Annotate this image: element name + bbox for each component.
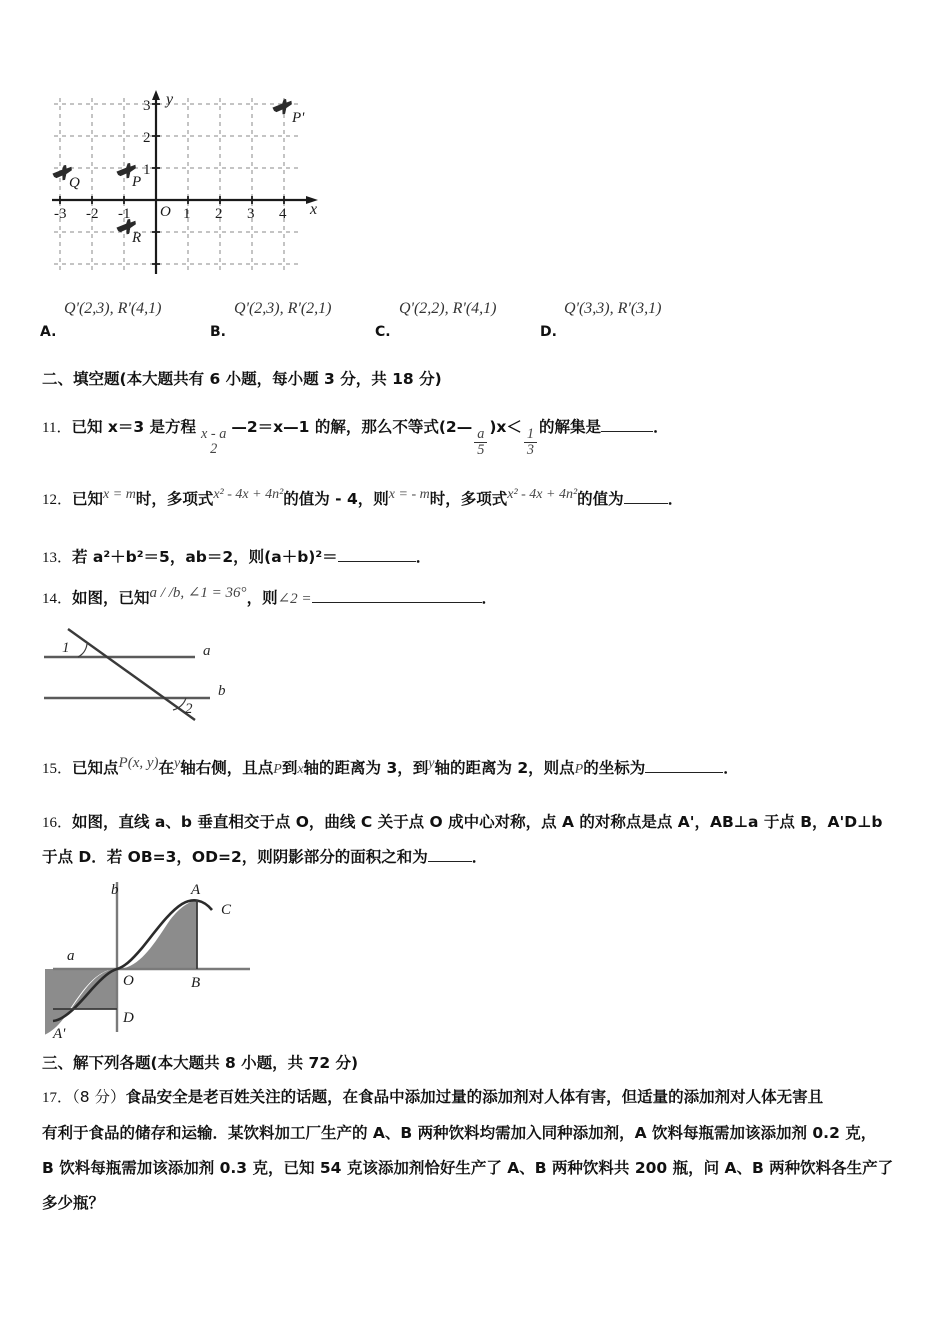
svg-text:P: P — [132, 174, 142, 190]
answer-choices — [40, 300, 920, 342]
q15-math-6: P — [574, 762, 584, 778]
q11-frac2-numerator: a — [477, 426, 485, 443]
q11-fraction-1 — [198, 427, 229, 456]
q11-text-2: —2＝x—1 的解，那么不等式(2— — [231, 418, 473, 436]
q17-line-1 — [42, 1080, 932, 1116]
q15-number: 15． — [42, 761, 73, 778]
q14-math-2: ∠2 = — [277, 591, 312, 608]
svg-text:O: O — [160, 204, 171, 220]
q11-frac3-numerator: 1 — [526, 426, 535, 443]
q17-text-line-3: B 饮料每瓶需加该添加剂 0.3 克，已知 54 克该添加剂恰好生产了 A、B 两种饮料共 200 瓶，问 A、B 两种饮料各生产了 — [42, 1159, 894, 1177]
angle-1-label: 1 — [62, 640, 70, 656]
question-14 — [42, 583, 922, 608]
svg-text:1: 1 — [183, 206, 191, 222]
q11-text-1: 已知 x＝3 是方程 — [71, 418, 197, 436]
central-symmetry-figure — [45, 872, 295, 1040]
q15-math-3: P — [273, 762, 282, 778]
point-a-label: A — [191, 882, 201, 898]
q15-text-4: 到 — [281, 759, 298, 778]
q15-math-1: P(x, y) — [118, 755, 159, 771]
q15-math-5: y — [428, 756, 435, 771]
q17-text-line-2: 有利于食品的储存和运输．某饮料加工厂生产的 A、B 两种饮料均需加入同种添加剂，A 饮料每瓶需加该添加剂 0.2 克， — [42, 1124, 877, 1142]
q16-number: 16． — [42, 815, 73, 831]
q15-text-6: 轴的距离为 2，则点 — [434, 759, 575, 778]
choice-a-expr: Q'(2,3), R'(4,1) — [64, 300, 162, 317]
svg-text:Q: Q — [69, 175, 80, 191]
question-13 — [42, 545, 922, 567]
q11-answer-blank[interactable] — [601, 431, 653, 432]
q12-text-4: 时，多项式 — [429, 490, 508, 509]
q11-frac3-denominator: 3 — [524, 442, 537, 458]
q14-text-1: 如图，已知 — [72, 589, 150, 608]
q15-text-3: 轴右侧，且点 — [180, 759, 274, 778]
question-12 — [42, 487, 932, 509]
q11-frac2-denominator: 5 — [474, 442, 487, 458]
q14-math-1: a / /b, ∠1 = 36° — [149, 585, 247, 601]
line-a-label: a — [203, 643, 211, 659]
q15-period: ． — [723, 759, 739, 778]
choice-a-letter: A. — [40, 324, 57, 340]
choice-c-expr: Q'(2,2), R'(4,1) — [399, 300, 497, 317]
q13-period: ． — [415, 548, 432, 566]
point-o-label: O — [123, 973, 134, 989]
q11-number: 11． — [42, 420, 72, 436]
q11-frac1-numerator: x - a — [201, 426, 227, 443]
q14-period: ． — [481, 589, 498, 608]
svg-text:y: y — [166, 91, 174, 108]
svg-text:2: 2 — [215, 206, 223, 222]
q13-text: 若 a²＋b²＝5，ab＝2，则(a＋b)²＝ — [72, 548, 338, 566]
question-15 — [42, 755, 932, 778]
choice-c-letter: C. — [375, 324, 391, 340]
point-b-label: B — [191, 975, 201, 991]
q15-text-2: 在 — [158, 759, 175, 778]
axis-a-label: a — [67, 948, 75, 964]
q15-text-5: 轴的距离为 3，到 — [303, 759, 429, 778]
question-16 — [42, 805, 932, 875]
svg-text:3: 3 — [143, 98, 151, 114]
svg-text:-2: -2 — [86, 206, 99, 222]
coordinate-grid-svg — [42, 82, 332, 282]
svg-text:-3: -3 — [54, 206, 67, 222]
svg-text:4: 4 — [279, 206, 287, 222]
q11-fraction-2 — [474, 427, 487, 457]
choice-d-expr: Q'(3,3), R'(3,1) — [564, 300, 662, 317]
q16-text-line-2: 于点 D．若 OB=3，OD=2，则阴影部分的面积之和为 — [42, 848, 428, 866]
svg-text:1: 1 — [143, 162, 151, 178]
q17-text-line-4: 多少瓶？ — [42, 1194, 105, 1212]
parallel-lines-figure — [40, 622, 280, 737]
point-a-prime-label: A' — [53, 1026, 66, 1040]
q13-number: 13． — [42, 550, 73, 566]
q14-answer-blank[interactable] — [312, 602, 482, 603]
shaded-region-upper — [117, 900, 197, 969]
angle-2-label: 2 — [185, 701, 193, 717]
q15-math-4: x — [297, 762, 304, 778]
q12-period: ． — [667, 490, 684, 509]
parallel-lines-svg — [40, 622, 280, 737]
svg-text:2: 2 — [143, 130, 151, 146]
svg-text:P': P' — [292, 110, 305, 126]
svg-text:x: x — [310, 201, 318, 218]
choice-b-expr: Q'(2,3), R'(2,1) — [234, 300, 332, 317]
point-c-label: C — [221, 902, 232, 918]
q16-line-1 — [42, 805, 932, 840]
q17-text-line-1: 食品安全是老百姓关注的话题，在食品中添加过量的添加剂对人体有害，但适量的添加剂对人体无害且 — [125, 1088, 824, 1106]
q12-text-5: 的值为 — [577, 490, 624, 509]
q17-points: （8 分） — [72, 1088, 126, 1106]
q16-line-2 — [42, 840, 932, 875]
q12-math-4: x² - 4x + 4n² — [507, 487, 578, 502]
q16-answer-blank[interactable] — [428, 861, 472, 862]
axis-b-label: b — [111, 882, 119, 898]
q16-text-line-1: 如图，直线 a、b 垂直相交于点 O，曲线 C 关于点 O 成中心对称，点 A 的对称点是点 A'，AB⊥a 于点 B，A'D⊥b — [72, 813, 883, 831]
choice-d[interactable] — [540, 300, 740, 342]
section-three-heading: 三、解下列各题(本大题共 8 小题，共 72 分) — [42, 1054, 359, 1072]
question-17 — [42, 1080, 932, 1221]
central-symmetry-svg — [45, 872, 295, 1040]
choice-b-letter: B. — [210, 324, 226, 340]
q14-text-2: ，则 — [246, 589, 278, 608]
q11-text-3: )x＜ — [489, 418, 522, 436]
line-b-label: b — [218, 683, 226, 699]
q15-math-2: y — [174, 756, 181, 771]
q11-frac1-denominator: 2 — [210, 440, 218, 457]
q11-fraction-3 — [524, 427, 537, 457]
q12-text-1: 已知 — [72, 490, 104, 509]
q15-answer-blank[interactable] — [645, 772, 723, 773]
coordinate-grid-figure — [42, 82, 332, 282]
q12-math-1: x = m — [103, 487, 136, 502]
q12-math-2: x² - 4x + 4n² — [213, 487, 284, 502]
point-d-label: D — [123, 1010, 134, 1026]
q15-text-7: 的坐标为 — [583, 759, 646, 778]
q12-answer-blank[interactable] — [624, 503, 668, 504]
q13-answer-blank[interactable] — [338, 561, 416, 562]
q14-number: 14． — [42, 591, 73, 608]
q11-period: ． — [653, 418, 669, 436]
q15-text-1: 已知点 — [72, 759, 119, 778]
svg-text:3: 3 — [247, 206, 255, 222]
section-two-heading: 二、填空题(本大题共有 6 小题，每小题 3 分，共 18 分) — [42, 370, 442, 388]
svg-text:R: R — [132, 230, 142, 246]
q11-text-4: 的解集是 — [539, 418, 602, 436]
q12-number: 12． — [42, 492, 73, 509]
q12-math-3: x = - m — [388, 487, 430, 502]
svg-text:-1: -1 — [118, 206, 131, 222]
q12-text-2: 时，多项式 — [135, 490, 214, 509]
question-11 — [42, 415, 922, 458]
q17-number: 17． — [42, 1090, 73, 1106]
q12-text-3: 的值为 - 4，则 — [283, 490, 389, 509]
q16-period: ． — [471, 848, 488, 866]
choice-d-letter: D. — [540, 324, 557, 340]
